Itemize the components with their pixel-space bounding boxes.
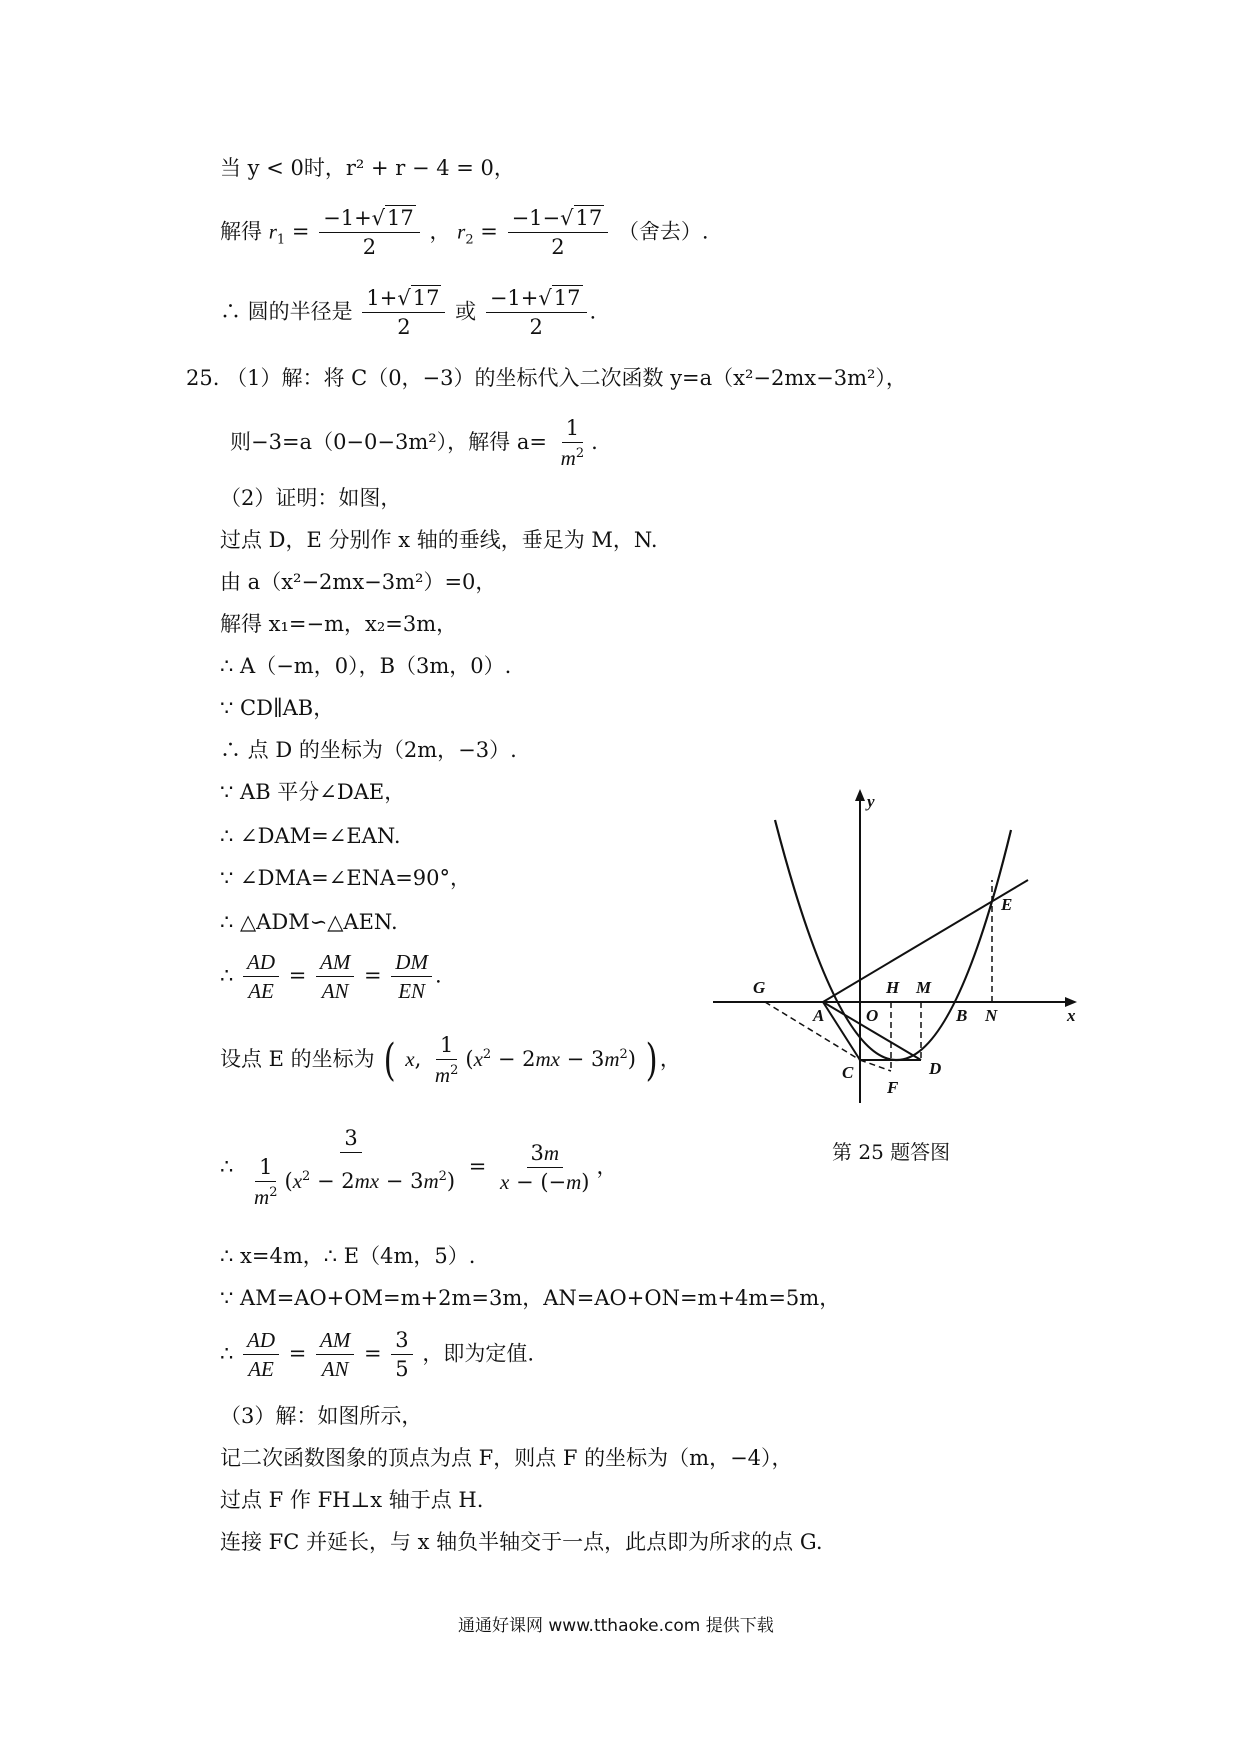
label-G: G	[753, 978, 766, 997]
step-12: 设点 E 的坐标为 ( x, $\frac{1}{m^2}$ $(x^2 - 2mx - 3m^2)$ ) ，	[220, 1033, 681, 1087]
step-1: 过点 D，E 分别作 x 轴的垂线，垂足为 M，N.	[220, 528, 658, 552]
part3-line-3: 连接 FC 并延长，与 x 轴负半轴交于一点，此点即为所求的点 G.	[220, 1530, 823, 1554]
label-C: C	[842, 1063, 854, 1082]
step-2: 由 a（x²−2mx−3m²）=0，	[220, 570, 497, 594]
figure-caption: 第 25 题答图	[832, 1140, 951, 1164]
step-3: 解得 x₁=−m，x₂=3m，	[220, 612, 458, 636]
label-N: N	[985, 1006, 998, 1025]
parabola	[775, 820, 1011, 1060]
geometry-figure	[705, 785, 1085, 1115]
question-25-part1: 25. （1）解：将 C（0，−3）的坐标代入二次函数 y=a（x²−2mx−3m²），	[186, 366, 907, 390]
label-F: F	[887, 1078, 899, 1097]
line-1: 当 y < 0时，r² + r − 4 = 0，	[220, 156, 515, 180]
part3-heading: （3）解：如图所示，	[220, 1404, 423, 1428]
step-14: ∴ x=4m，∴ E（4m，5）.	[220, 1244, 476, 1268]
label-x: x	[1067, 1006, 1076, 1025]
step-15: ∵ AM=AO+OM=m+2m=3m，AN=AO+ON=m+4m=5m，	[220, 1286, 841, 1310]
label-B: B	[956, 1006, 968, 1025]
step-10: ∴ △ADM∽△AEN.	[220, 910, 398, 934]
label-O: O	[866, 1006, 879, 1025]
y-axis-arrow	[855, 789, 865, 801]
step-16: ∴ $\frac{AD}{AE}$ = $\frac{AM}{AN}$ = $\frac{3}{5}$ ，即为定值.	[220, 1328, 535, 1381]
part2-heading: （2）证明：如图，	[220, 486, 402, 510]
step-9: ∵ ∠DMA=∠ENA=90°，	[220, 866, 472, 890]
question-25-part1b: 则−3=a（0−0−3m²），解得 a= $\frac{1}{m^2}$ .	[230, 416, 598, 470]
step-11-ratio: ∴ $\frac{AD}{AE}$ = $\frac{AM}{AN}$ = $\frac{DM}{EN}$ .	[220, 950, 442, 1003]
step-8: ∴ ∠DAM=∠EAN.	[220, 824, 401, 848]
label-E: E	[1001, 895, 1013, 914]
step-5: ∵ CD∥AB，	[220, 696, 335, 720]
segment-CF	[860, 1060, 891, 1071]
footer: 通通好课网 www.tthaoke.com 提供下载	[458, 1616, 774, 1636]
part3-line-1: 记二次函数图象的顶点为点 F，则点 F 的坐标为（m，−4），	[220, 1446, 793, 1470]
label-M: M	[916, 978, 932, 997]
step-4: ∴ A（−m，0），B（3m，0）.	[220, 654, 512, 678]
step-7: ∵ AB 平分∠DAE，	[220, 780, 406, 804]
label-H: H	[886, 978, 900, 997]
step-13-equation: ∴ 3 $\frac{1}{m^2}$ $(x^2 - 2mx - 3m^2)$ = $\frac{3m}{x - (-m)}$ ，	[220, 1126, 618, 1209]
step-6: ∴ 点 D 的坐标为（2m，−3）.	[220, 738, 517, 762]
line-3: ∴ 圆的半径是 $\frac{1+√17}{2}$ 或 $\frac{-1+√17}{2}$ .	[220, 286, 597, 339]
label-D: D	[929, 1059, 942, 1078]
label-A: A	[813, 1006, 825, 1025]
label-y: y	[867, 792, 875, 811]
line-2: 解得 $r_1$ = $\frac{-1+√17}{2}$ ， $r_2$ = $\frac{-1-√17}{2}$ （舍去）.	[220, 206, 709, 259]
part3-line-2: 过点 F 作 FH⊥x 轴于点 H.	[220, 1488, 484, 1512]
